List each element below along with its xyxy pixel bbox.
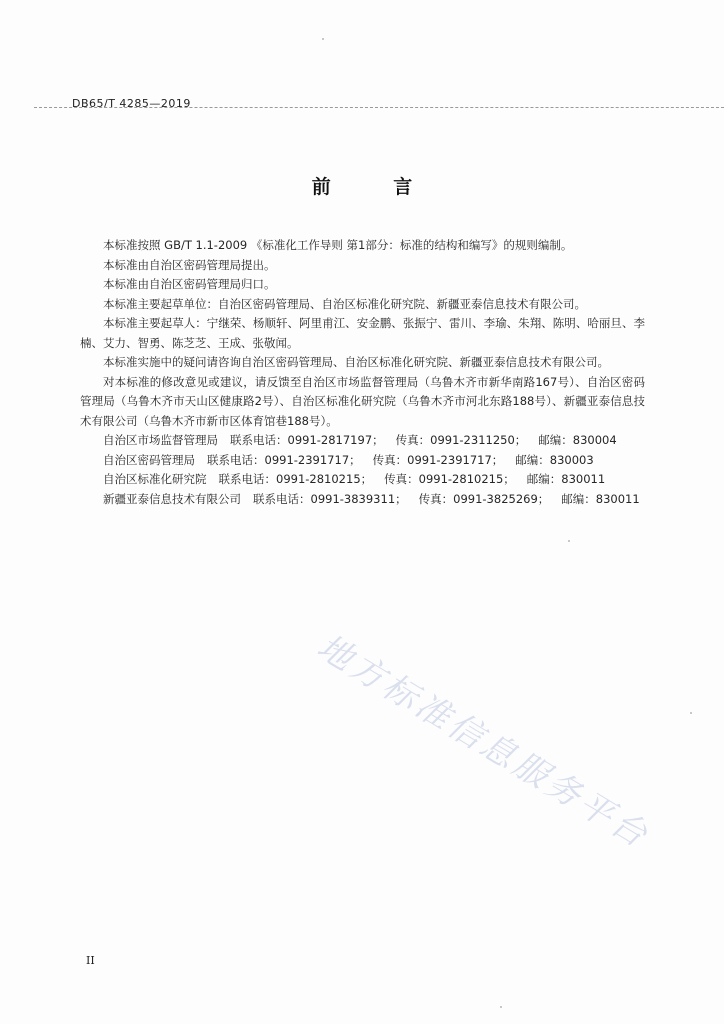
contact-phone: 联系电话：0991-2817197； — [230, 433, 384, 447]
scan-speck — [568, 540, 570, 542]
scan-speck — [690, 712, 692, 714]
paragraph-feedback: 对本标准的修改意见或建议，请反馈至自治区市场监督管理局（乌鲁木齐市新华南路167号）、自治区密码管理局（乌鲁木齐市天山区健康路2号）、自治区标准化研究院（乌鲁木齐市河北东路188号）、新疆亚泰信息技术有限公司（乌鲁木齐市新市区体育馆巷188号）。 — [80, 374, 645, 428]
contact-postcode: 邮编：830011 — [526, 472, 606, 486]
contact-phone: 联系电话：0991-3839311； — [253, 491, 407, 506]
scan-speck — [500, 1006, 502, 1008]
page-number: II — [86, 954, 95, 967]
paragraph-drafting-units: 本标准主要起草单位：自治区密码管理局、自治区标准化研究院、新疆亚泰信息技术有限公司。 — [103, 296, 586, 311]
contact-postcode: 邮编：830011 — [561, 491, 640, 506]
contact-fax: 传真：0991-3825269； — [418, 491, 550, 506]
paragraph-inquiries: 本标准实施中的疑问请咨询自治区密码管理局、自治区标准化研究院、新疆亚泰信息技术有限公司。 — [103, 355, 609, 369]
contact-org: 自治区密码管理局 — [103, 452, 195, 467]
contact-line — [80, 451, 645, 471]
contact-phone: 联系电话：0991-2391717； — [207, 452, 361, 467]
standard-code: DB65/T 4285—2019 — [72, 97, 191, 110]
contact-org: 新疆亚泰信息技术有限公司 — [103, 491, 241, 506]
foreword-body — [80, 236, 645, 509]
scan-speck — [322, 38, 324, 40]
contact-postcode: 邮编：830004 — [538, 433, 617, 447]
contact-fax: 传真：0991-2311250； — [395, 433, 527, 447]
watermark-text: 地方标准信息服务平台 — [310, 626, 657, 857]
contact-phone: 联系电话：0991-2810215； — [218, 472, 373, 486]
paragraph-drafting-rules: 本标准按照 GB/T 1.1-2009 《标准化工作导则 第1部分：标准的结构和编写》的规则编制。 — [103, 238, 573, 252]
contact-org: 自治区市场监督管理局 — [103, 433, 218, 447]
page-title: 前 言 — [311, 176, 441, 198]
contact-line — [80, 431, 645, 451]
paragraph-under-jurisdiction: 本标准由自治区密码管理局归口。 — [103, 277, 276, 291]
contact-line — [80, 470, 645, 490]
paragraph-proposed-by: 本标准由自治区密码管理局提出。 — [103, 257, 276, 272]
contact-fax: 传真：0991-2810215； — [384, 472, 515, 486]
contact-line — [80, 490, 645, 510]
paragraph-drafters: 本标准主要起草人：宁继荣、杨顺轩、阿里甫江、安金鹏、张振宁、雷川、李瑜、朱翔、陈明、哈丽旦、李楠、艾力、智勇、陈芝芝、王成、张敬闻。 — [80, 316, 645, 350]
header-rule — [34, 107, 724, 108]
contact-org: 自治区标准化研究院 — [103, 472, 207, 486]
contact-postcode: 邮编：830003 — [515, 452, 594, 467]
contact-fax: 传真：0991-2391717； — [372, 452, 504, 467]
